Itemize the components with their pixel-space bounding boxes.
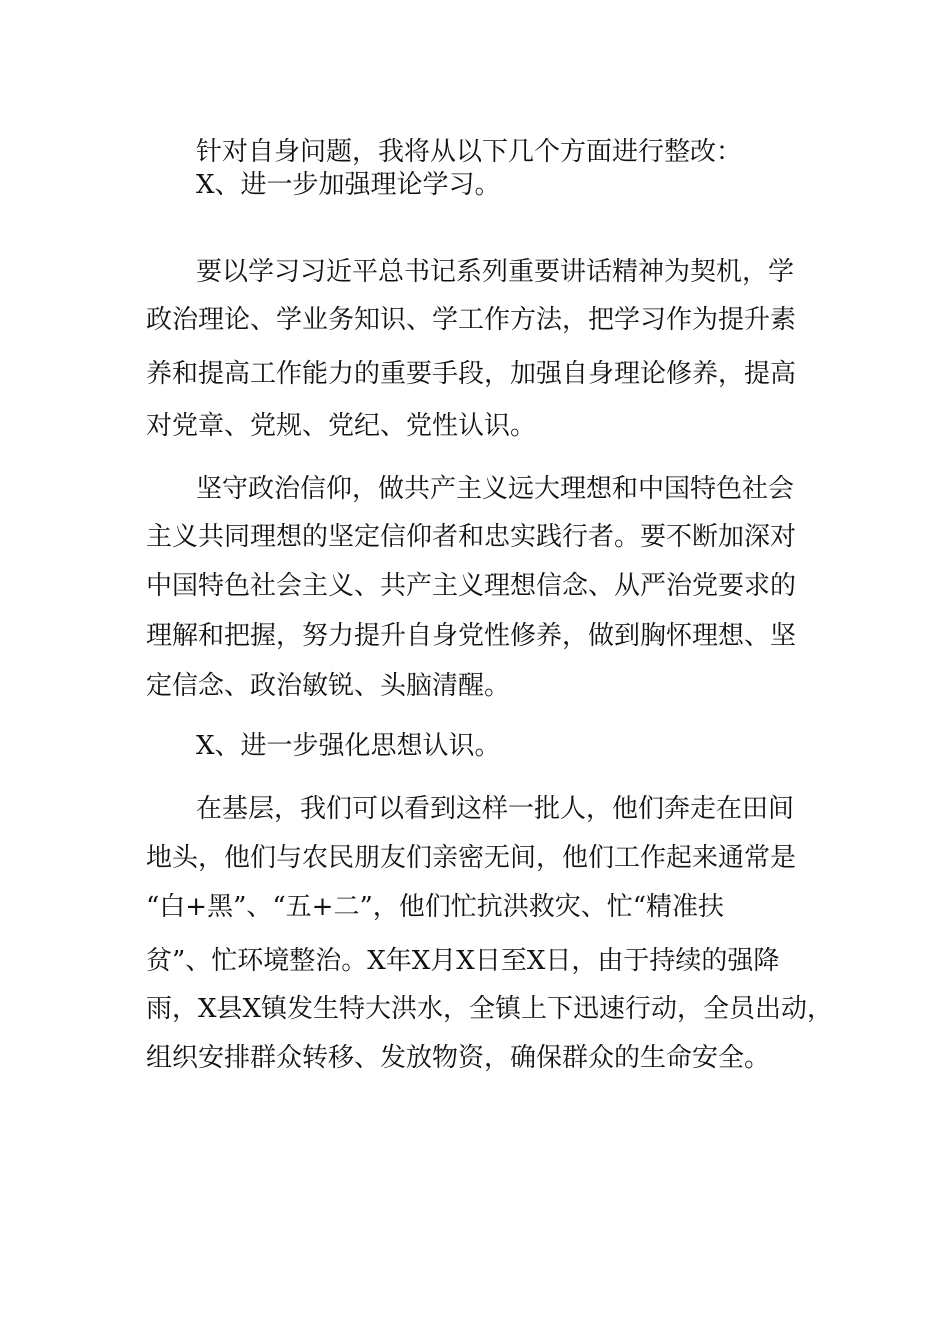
text-line: 雨，X县X镇发生特大洪水，全镇上下迅速行动，全员出动， xyxy=(146,994,834,1024)
text-line: 针对自身问题，我将从以下几个方面进行整改： xyxy=(196,137,743,167)
text-line: “白+黑”、“五+二”，他们忙抗洪救灾、忙“精准扶 xyxy=(146,892,725,922)
text-line: 政治理论、学业务知识、学工作方法，把学习作为提升素 xyxy=(146,305,797,335)
text-line: 在基层，我们可以看到这样一批人，他们奔走在田间 xyxy=(196,794,795,824)
text-line: 坚守政治信仰，做共产主义远大理想和中国特色社会 xyxy=(196,474,795,504)
text-line: 理解和把握，努力提升自身党性修养，做到胸怀理想、坚 xyxy=(146,621,797,651)
text-line: 地头，他们与农民朋友们亲密无间，他们工作起来通常是 xyxy=(146,843,797,873)
section-heading: X、进一步强化思想认识。 xyxy=(196,731,501,761)
text-line: 养和提高工作能力的重要手段，加强自身理论修养，提高 xyxy=(146,359,797,389)
section-heading: X、进一步加强理论学习。 xyxy=(196,170,501,200)
text-line: 中国特色社会主义、共产主义理想信念、从严治党要求的 xyxy=(146,571,797,601)
text-line: 贫”、忙环境整治。X年X月X日至X日，由于持续的强降 xyxy=(146,946,780,976)
text-line: 要以学习习近平总书记系列重要讲话精神为契机，学 xyxy=(196,257,795,287)
text-line: 定信念、政治敏锐、头脑清醒。 xyxy=(146,671,511,701)
text-line: 对党章、党规、党纪、党性认识。 xyxy=(146,411,537,441)
text-line: 组织安排群众转移、发放物资，确保群众的生命安全。 xyxy=(146,1043,771,1073)
text-line: 主义共同理想的坚定信仰者和忠实践行者。要不断加深对 xyxy=(146,522,797,552)
